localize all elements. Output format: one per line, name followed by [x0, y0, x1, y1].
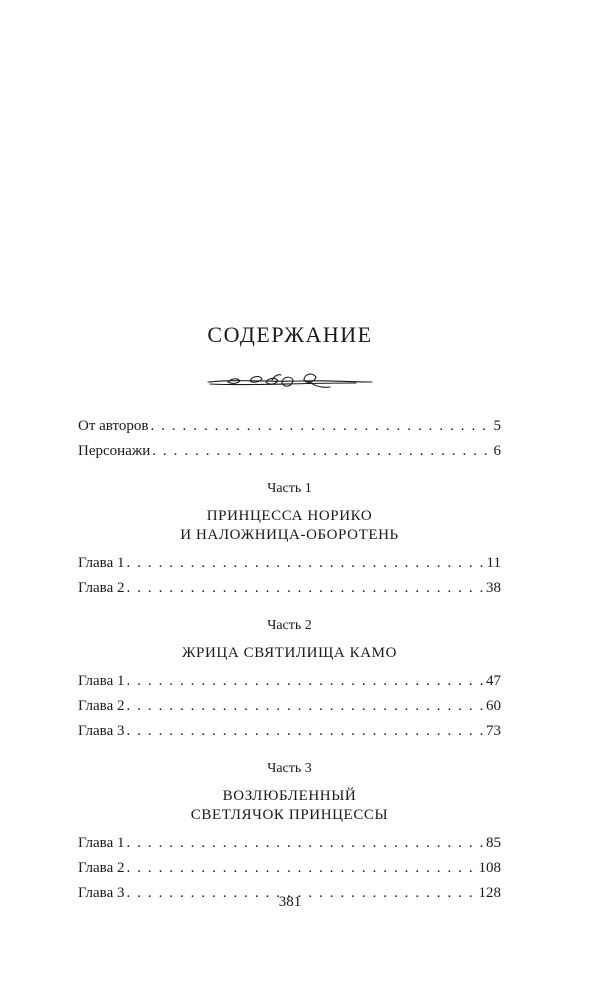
part-heading-3: [78, 759, 501, 825]
toc-entry-label: От авторов: [78, 418, 149, 434]
part-title-line: ПРИНЦЕССА НОРИКО: [206, 508, 373, 524]
toc-entry-label: Глава 3: [78, 723, 125, 739]
dot-leader: [152, 439, 491, 464]
branch-ornament-icon: [206, 366, 374, 396]
toc-entry-label: Глава 1: [78, 835, 125, 851]
part-title-line: ЖРИЦА СВЯТИЛИЩА КАМО: [181, 645, 398, 661]
toc-entry-label: Глава 2: [78, 580, 125, 596]
toc-entry-part3-chapter1[interactable]: [78, 831, 501, 856]
toc-entry-part1-chapter2[interactable]: [78, 576, 501, 601]
part-title: [78, 644, 501, 663]
dot-leader: [126, 856, 476, 881]
part-title: [78, 787, 501, 825]
dot-leader: [150, 414, 491, 439]
part-label: Часть 3: [267, 761, 312, 776]
dot-leader: [126, 694, 484, 719]
part-title: [78, 507, 501, 545]
toc-entry-page: 85: [486, 835, 501, 851]
dot-leader: [126, 551, 484, 576]
part-heading-1: [78, 479, 501, 545]
page-title: СОДЕРЖАНИЕ: [207, 322, 373, 347]
dot-leader: [126, 576, 484, 601]
toc-entry-page: 5: [493, 418, 501, 434]
table-of-contents: [78, 414, 501, 906]
toc-entry-label: Глава 2: [78, 860, 125, 876]
toc-entry-label: Глава 2: [78, 698, 125, 714]
dot-leader: [126, 831, 484, 856]
part-label: Часть 2: [267, 618, 312, 633]
dot-leader: [126, 669, 484, 694]
toc-entry-part3-chapter2[interactable]: [78, 856, 501, 881]
toc-entry-label: Глава 3: [78, 885, 125, 901]
toc-entry-authors[interactable]: [78, 414, 501, 439]
toc-entry-characters[interactable]: [78, 439, 501, 464]
part-title-line: СВЕТЛЯЧОК ПРИНЦЕССЫ: [190, 807, 389, 823]
toc-entry-page: 108: [478, 860, 501, 876]
toc-entry-part2-chapter2[interactable]: [78, 694, 501, 719]
toc-entry-page: 73: [486, 723, 501, 739]
toc-entry-label: Глава 1: [78, 555, 125, 571]
toc-entry-part1-chapter1[interactable]: [78, 551, 501, 576]
toc-entry-page: 38: [486, 580, 501, 596]
toc-entry-page: 128: [478, 885, 501, 901]
toc-entry-part2-chapter3[interactable]: [78, 719, 501, 744]
toc-entry-page: 47: [486, 673, 501, 689]
toc-entry-page: 6: [493, 443, 501, 459]
toc-entry-page: 60: [486, 698, 501, 714]
part-label: Часть 1: [267, 481, 312, 496]
toc-entry-page: 11: [486, 555, 501, 571]
toc-entry-part2-chapter1[interactable]: [78, 669, 501, 694]
page-number: 381: [278, 894, 302, 910]
part-title-line: И НАЛОЖНИЦА-ОБОРОТЕНЬ: [180, 527, 399, 543]
dot-leader: [126, 719, 484, 744]
toc-entry-label: Персонажи: [78, 443, 151, 459]
part-title-line: ВОЗЛЮБЛЕННЫЙ: [222, 788, 357, 804]
part-heading-2: [78, 616, 501, 663]
toc-entry-label: Глава 1: [78, 673, 125, 689]
